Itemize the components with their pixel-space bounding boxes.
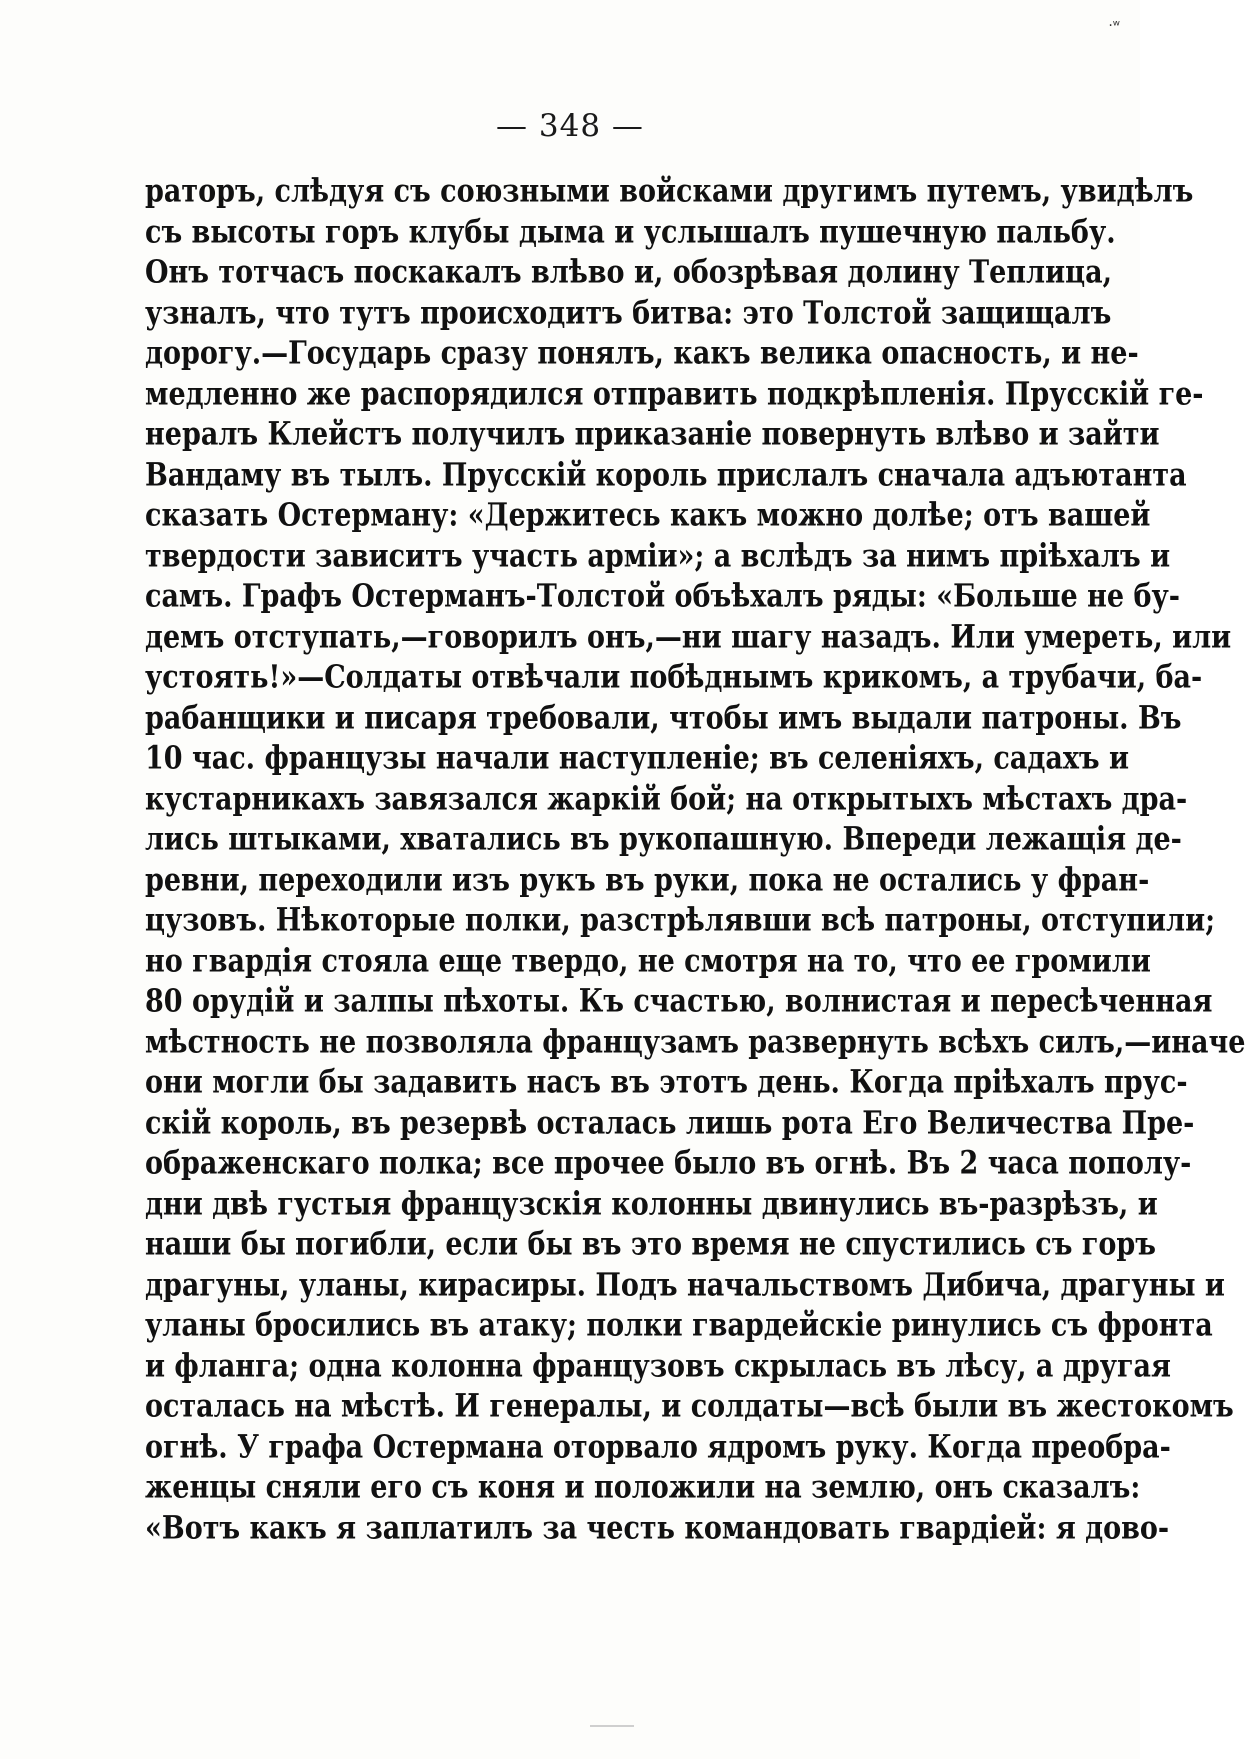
text-line: устоять!»—Солдаты отвѣчали побѣднымъ крикомъ, а трубачи, ба- [145, 659, 1203, 696]
text-line: узналъ, что тутъ происходитъ битва: это Толстой защищалъ [145, 294, 1112, 332]
body-text [145, 172, 1245, 1549]
text-line: 10 час. французы начали наступленіе; въ селеніяхъ, садахъ и [145, 740, 1130, 777]
text-line: женцы сняли его съ коня и положили на землю, онъ сказалъ: [145, 1469, 1141, 1506]
text-line: ображенскаго полка; все прочее было въ огнѣ. Въ 2 часа пополу- [145, 1145, 1192, 1182]
text-line: наши бы погибли, если бы въ это время не спустились съ горъ [145, 1226, 1156, 1263]
text-line: но гвардія стояла еще твердо, не смотря на то, что ее громили [145, 942, 1151, 980]
text-line: дорогу.—Государь сразу понялъ, какъ велика опасность, и не- [145, 335, 1139, 372]
text-line: драгуны, уланы, кирасиры. Подъ начальствомъ Дибича, драгуны и [145, 1266, 1225, 1304]
text-line: и фланга; одна колонна французовъ скрылась въ лѣсу, а другая [145, 1347, 1171, 1385]
text-line: мѣстность не позволяла французамъ развернуть всѣхъ силъ,—иначе [145, 1023, 1245, 1061]
text-line: твердости зависитъ участь арміи»; а вслѣдъ за нимъ пріѣхалъ и [145, 537, 1171, 575]
page-number: — 348 — [496, 108, 644, 144]
text-line: нералъ Клейстъ получилъ приказаніе повернуть влѣво и зайти [145, 416, 1160, 453]
text-line: ревни, переходили изъ рукъ въ руки, пока не остались у фран- [145, 861, 1150, 899]
text-line: самъ. Графъ Остерманъ-Толстой объѣхалъ ряды: «Больше не бу- [145, 578, 1180, 615]
text-line: осталась на мѣстѣ. И генералы, и солдаты—всѣ были въ жестокомъ [145, 1388, 1234, 1425]
text-line: цузовъ. Нѣкоторые полки, разстрѣлявши всѣ патроны, отступили; [145, 902, 1216, 939]
text-line: уланы бросились въ атаку; полки гвардейскіе ринулись съ фронта [145, 1307, 1213, 1344]
corner-mark: ·ʷ [1108, 18, 1120, 34]
bottom-rule [590, 1725, 634, 1727]
text-line: 80 орудій и залпы пѣхоты. Къ счастью, волнистая и пересѣченная [145, 983, 1213, 1020]
text-line: Онъ тотчасъ поскакалъ влѣво и, обозрѣвая долину Теплица, [145, 254, 1112, 291]
text-line: они могли бы задавить насъ въ этотъ день. Когда пріѣхалъ прус- [145, 1064, 1188, 1101]
text-line: медленно же распорядился отправить подкрѣпленія. Прусскій ге- [145, 375, 1204, 413]
text-line: скій король, въ резервѣ осталась лишь рота Его Величества Пре- [145, 1104, 1195, 1142]
text-line: демъ отступать,—говорилъ онъ,—ни шагу назадъ. Или умереть, или [145, 618, 1232, 656]
text-line: огнѣ. У графа Остермана оторвало ядромъ руку. Когда преобра- [145, 1428, 1171, 1466]
text-line: сказать Остерману: «Держитесь какъ можно долѣе; отъ вашей [145, 497, 1151, 534]
text-line: лись штыками, хватались въ рукопашную. Впереди лежащія де- [145, 821, 1182, 858]
text-line: «Вотъ какъ я заплатилъ за честь командовать гвардіей: я дово- [145, 1509, 1170, 1547]
text-line: раторъ, слѣдуя съ союзными войсками другимъ путемъ, увидѣлъ [145, 173, 1194, 210]
text-line: дни двѣ густыя французскія колонны двинулись въ-разрѣзъ, и [145, 1185, 1158, 1223]
text-line: кустарникахъ завязался жаркій бой; на открытыхъ мѣстахъ дра- [145, 780, 1188, 818]
text-line: Вандаму въ тылъ. Прусскій король прислалъ сначала адъютанта [145, 456, 1187, 494]
text-line: съ высоты горъ клубы дыма и услышалъ пушечную пальбу. [145, 213, 1116, 251]
text-line: рабанщики и писаря требовали, чтобы имъ выдали патроны. Въ [145, 699, 1182, 737]
